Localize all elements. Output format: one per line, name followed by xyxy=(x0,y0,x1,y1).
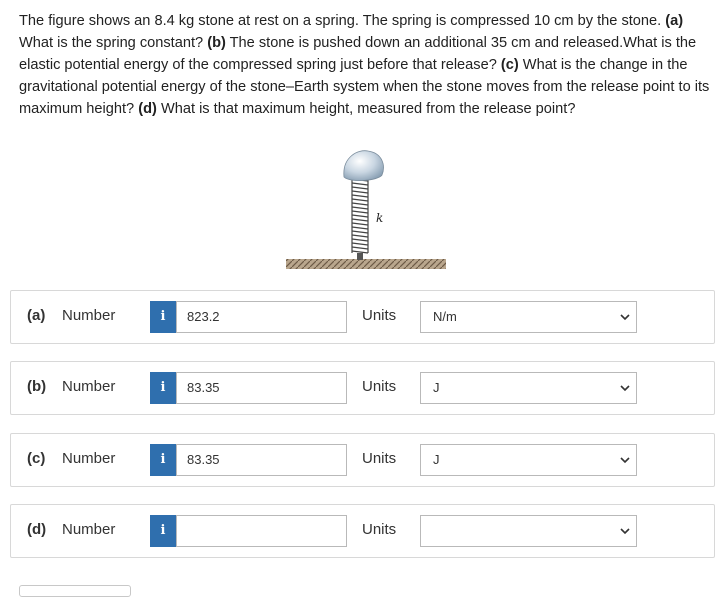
answer-row-a xyxy=(10,290,715,344)
units-select[interactable] xyxy=(420,515,637,547)
units-select[interactable] xyxy=(420,301,637,333)
units-label: Units xyxy=(362,378,397,395)
units-label: Units xyxy=(362,450,397,467)
chevron-down-icon xyxy=(620,373,630,403)
units-select[interactable] xyxy=(420,444,637,476)
units-label: Units xyxy=(362,307,397,324)
part-b-text: The stone is pushed down an additional 35 cm and released.What is the elastic potential energy of the compressed spring just before that release? xyxy=(19,35,697,73)
part-d-text: What is that maximum height, measured from the release point? xyxy=(160,101,576,117)
info-icon[interactable]: i xyxy=(150,301,176,333)
part-c-tag: (c) xyxy=(500,57,519,73)
part-a-text: What is the spring constant? xyxy=(19,35,204,51)
answer-row-d xyxy=(10,504,715,558)
info-icon[interactable]: i xyxy=(150,515,176,547)
part-label: (a) xyxy=(27,307,46,324)
number-label: Number xyxy=(62,378,116,395)
stone-spring-figure xyxy=(286,147,446,272)
number-input[interactable]: 823.2 xyxy=(176,301,347,333)
chevron-down-icon xyxy=(620,445,630,475)
chevron-down-icon xyxy=(620,302,630,332)
number-label: Number xyxy=(62,521,116,538)
number-input[interactable] xyxy=(176,515,347,547)
number-label: Number xyxy=(62,307,116,324)
info-icon[interactable]: i xyxy=(150,444,176,476)
spring-constant-label: k xyxy=(376,211,384,225)
number-input[interactable]: 83.35 xyxy=(176,372,347,404)
number-label: Number xyxy=(62,450,116,467)
info-icon[interactable]: i xyxy=(150,372,176,404)
part-c-text: What is the change in the gravitational potential energy of the stone–Earth system when the stone moves from the release point to its maximum height? xyxy=(19,57,710,117)
chevron-down-icon xyxy=(620,516,630,546)
answer-row-c xyxy=(10,433,715,487)
number-input[interactable]: 83.35 xyxy=(176,444,347,476)
spring-base xyxy=(357,253,363,260)
units-value: N/m xyxy=(433,309,457,324)
question-text xyxy=(19,10,719,120)
units-select[interactable] xyxy=(420,372,637,404)
stone xyxy=(344,151,384,181)
spring xyxy=(352,179,368,253)
answer-row-b xyxy=(10,361,715,415)
ground xyxy=(286,259,446,269)
part-label: (c) xyxy=(27,450,46,467)
part-b-tag: (b) xyxy=(207,35,226,51)
units-value: J xyxy=(433,380,440,395)
cut-off-button[interactable] xyxy=(19,585,131,597)
part-d-tag: (d) xyxy=(138,101,157,117)
part-a-tag: (a) xyxy=(665,13,684,29)
question-intro: The figure shows an 8.4 kg stone at rest on a spring. The spring is compressed 10 cm by the stone. xyxy=(19,13,662,29)
units-value: J xyxy=(433,452,440,467)
part-label: (b) xyxy=(27,378,47,395)
part-label: (d) xyxy=(27,521,47,538)
units-label: Units xyxy=(362,521,397,538)
